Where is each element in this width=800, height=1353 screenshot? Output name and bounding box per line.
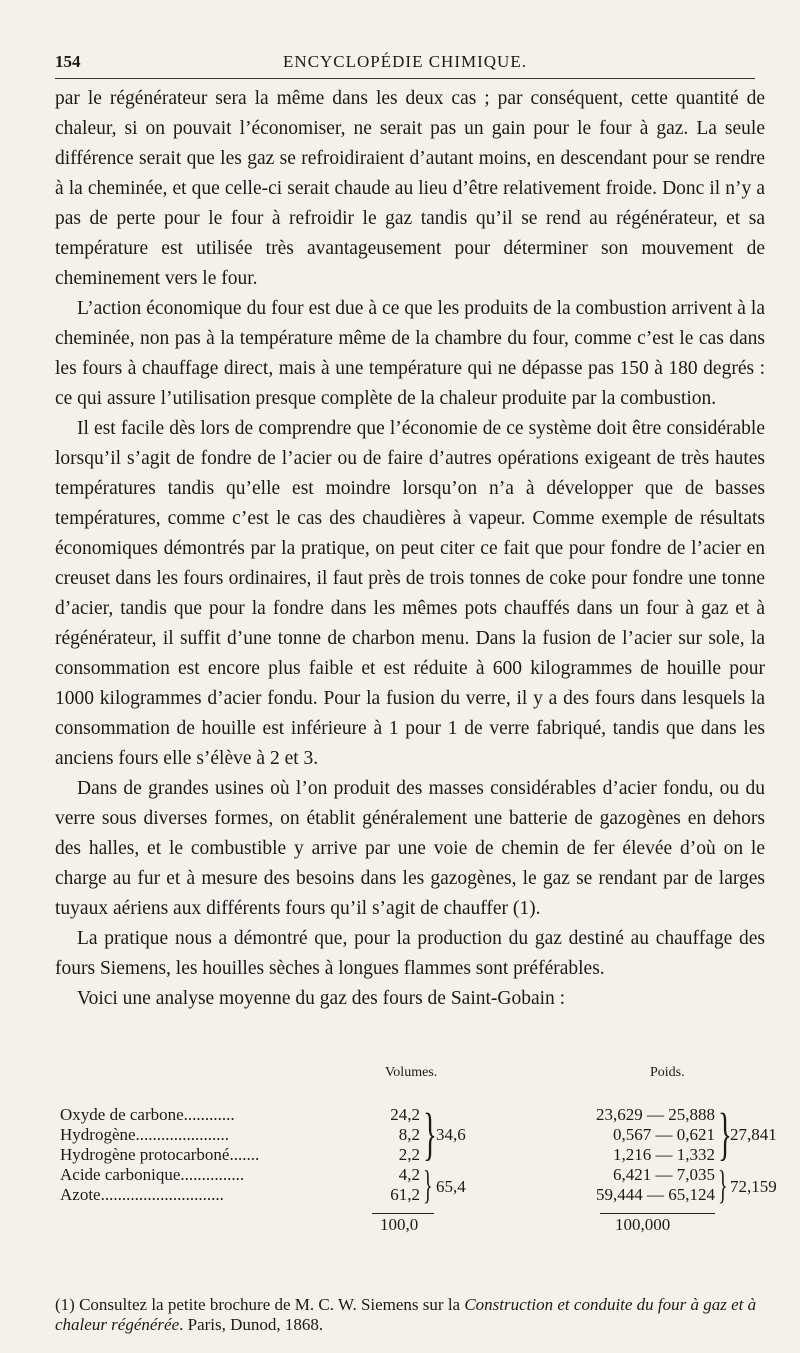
group1-poids-sum: 27,841 [730, 1125, 777, 1144]
paragraph: L’action économique du four est due à ce que les produits de la combustion arrivent à la cheminée, non pas à la température même de la chambre du four, comme c’est le cas dans les fours à chauffage direct, mais à une température qui ne dépasse pas 150 à 180 degrés : ce qui assure l’utilisation presque complète de la chaleur produite par la combustion. [55, 298, 765, 409]
footnote-text: Consultez la petite brochure de M. C. W. Siemens sur la [74, 1295, 465, 1314]
body-text [55, 84, 765, 1014]
brace-group2-poids: } [718, 1162, 728, 1207]
row-volume: 4,2 [398, 1165, 420, 1184]
brace-group2-volume: } [423, 1162, 433, 1207]
row-poids: 59,444 — 65,124 [596, 1185, 715, 1204]
group1-volume-sum: 34,6 [436, 1125, 466, 1144]
row-poids: 23,629 — 25,888 [596, 1105, 715, 1124]
row-label: Acide carbonique............... [60, 1165, 245, 1184]
column-header-volumes: Volumes. [385, 1065, 438, 1080]
group2-poids-sum: 72,159 [730, 1177, 777, 1196]
row-label: Hydrogène protocarboné....... [60, 1145, 260, 1164]
column-header-poids: Poids. [650, 1065, 685, 1080]
footnote-marker: (1) [55, 1295, 75, 1314]
page-number: 154 [55, 52, 81, 71]
total-poids: 100,000 [615, 1215, 671, 1234]
table-row [60, 1125, 760, 1145]
group2-volume-sum: 65,4 [436, 1177, 466, 1196]
row-volume: 61,2 [390, 1185, 420, 1204]
paragraph: par le régénérateur sera la même dans les deux cas ; par conséquent, cette quantité de chaleur, si on pouvait l’économiser, ne serait pas un gain pour le four à gaz. La seule différence serait que les gaz se refroidiraient d’autant moins, en descendant pour se rendre à la cheminée, et que celle-ci serait chaude au lieu d’être relativement froide. Donc il n’y a pas de perte pour le four à refroidir le gaz tandis qu’il se rend au régénérateur, et sa température est utilisée très avantageusement pour déterminer son mouvement de cheminement vers le four. [55, 88, 765, 289]
brace-group1-volume: } [423, 1101, 437, 1166]
footnote-book-title: Construction et conduite du four à gaz et à chaleur régénérée [55, 1295, 757, 1334]
paragraph: Il est facile dès lors de comprendre que l’économie de ce système doit être considérable lorsqu’il s’agit de fondre de l’acier ou de faire d’autres opérations exigeant de très hautes températures tandis qu’elle est moindre lorsqu’on n’a à développer que de basses températures, comme c’est le cas des chaudières à vapeur. Comme exemple de résultats économiques démontrés par la pratique, on peut citer ce fait que pour fondre de l’acier en creuset dans les fours ordinaires, il faut près de trois tonnes de coke pour fondre une tonne d’acier, tandis que pour la fondre dans les mêmes pots chauffés dans un four à gaz et à régénérateur, il suffit d’une tonne de charbon menu. Dans la fusion de l’acier sur sole, la consommation est encore plus faible et est réduite à 600 kilogrammes de houille pour 1000 kilogrammes d’acier fondu. Pour la fusion du verre, il y a des fours dans lesquels la consommation de houille est inférieure à 1 pour 1 de verre fabriqué, tandis que dans les anciens fours elle s’élève à 2 et 3. [55, 418, 765, 769]
table-row [60, 1105, 760, 1125]
row-volume: 24,2 [390, 1105, 420, 1124]
table-row [60, 1145, 760, 1165]
table-row [60, 1165, 760, 1185]
footnote-publication: . Paris, Dunod, 1868. [179, 1315, 324, 1334]
row-poids: 0,567 — 0,621 [613, 1125, 715, 1144]
gas-analysis-table [60, 1065, 777, 1255]
row-volume: 8,2 [398, 1125, 420, 1144]
row-label: Hydrogène...................... [60, 1125, 230, 1144]
row-label: Oxyde de carbone............ [60, 1105, 235, 1124]
row-label: Azote............................. [60, 1185, 224, 1204]
row-volume: 2,2 [398, 1145, 420, 1164]
total-rule-volume [372, 1213, 434, 1214]
row-poids: 6,421 — 7,035 [613, 1165, 715, 1184]
paragraph: La pratique nous a démontré que, pour la production du gaz destiné au chauffage des fours Siemens, les houilles sèches à longues flammes sont préférables. [55, 928, 765, 979]
paragraph: Voici une analyse moyenne du gaz des fours de Saint-Gobain : [77, 988, 566, 1009]
running-title: ENCYCLOPÉDIE CHIMIQUE. [283, 52, 527, 71]
footnote [55, 1295, 765, 1335]
total-volume: 100,0 [380, 1215, 419, 1234]
brace-group1-poids: } [718, 1101, 732, 1166]
paragraph: Dans de grandes usines où l’on produit des masses considérables d’acier fondu, ou du verre sous diverses formes, on établit généralement une batterie de gazogènes en dehors des halles, et le combustible y arrive par une voie de chemin de fer élevée d’où on le charge au fur et à mesure des besoins dans les gazogènes, le gaz se rendant par de larges tuyaux aériens aux différents fours qu’il s’agit de chauffer (1). [55, 778, 765, 919]
total-rule-poids [600, 1213, 715, 1214]
table-row [60, 1185, 760, 1205]
row-poids: 1,216 — 1,332 [613, 1145, 715, 1164]
page-header [55, 48, 755, 79]
